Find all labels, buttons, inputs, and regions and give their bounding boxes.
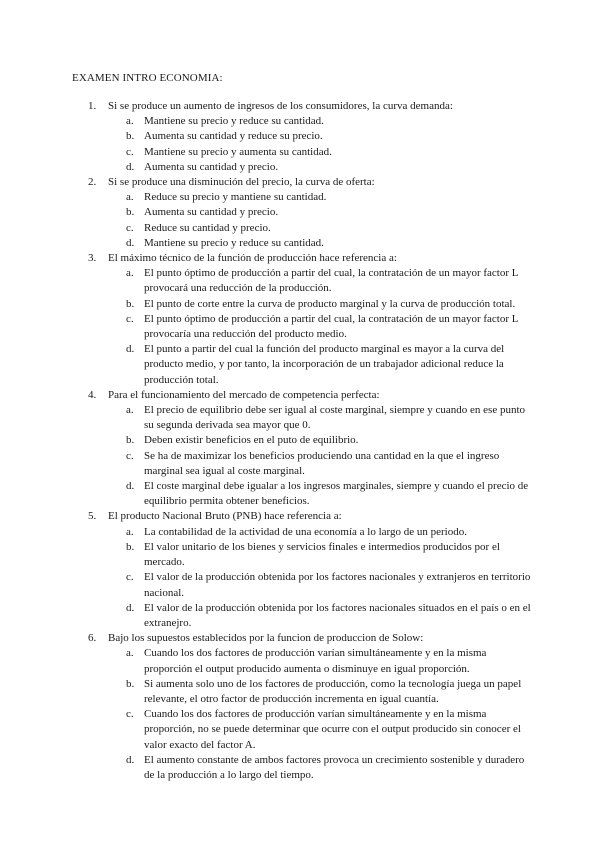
option-letter: b. (126, 206, 135, 219)
option-item (72, 145, 532, 160)
option-text: Aumenta su cantidad y reduce su precio. (144, 130, 323, 143)
question-text: Bajo los supuestos establecidos por la funcion de produccion de Solow: (108, 632, 424, 645)
option-item (72, 403, 532, 433)
option-list (72, 403, 532, 509)
option-text: El punto óptimo de producción a partir del cual, la contratación de un mayor factor L provocará una reducción de la producción. (144, 267, 519, 295)
option-text: El aumento constante de ambos factores provoca un crecimiento sostenible y duradero de la producción a lo largo del tiempo. (144, 753, 525, 781)
option-text: El precio de equilibrio debe ser igual al coste marginal, siempre y cuando en ese punto su segunda derivada sea mayor que 0. (144, 404, 526, 432)
option-list (72, 266, 532, 388)
option-item (72, 129, 532, 144)
option-item (72, 221, 532, 236)
option-text: Reduce su cantidad y precio. (144, 221, 271, 234)
option-item (72, 525, 532, 540)
option-item (72, 236, 532, 251)
option-text: El valor de la producción obtenida por los factores nacionales situados en el país o en el extranejro. (144, 601, 531, 629)
option-list (72, 646, 532, 783)
option-item (72, 646, 532, 676)
option-text: El valor de la producción obtenida por los factores nacionales y extranjeros en territorio nacional. (144, 571, 531, 599)
option-item (72, 114, 532, 129)
question-number: 5. (88, 510, 97, 523)
option-letter: d. (126, 480, 135, 493)
option-text: Mantiene su precio y reduce su cantidad. (144, 236, 324, 249)
option-letter: c. (126, 221, 134, 234)
option-text: Aumenta su cantidad y precio. (144, 206, 279, 219)
option-text: Aumenta su cantidad y precio. (144, 160, 279, 173)
option-item (72, 753, 532, 783)
question-item (72, 99, 532, 175)
question-number: 1. (88, 100, 97, 112)
option-text: La contabilidad de la actividad de una economía a lo largo de un periodo. (144, 525, 467, 538)
option-letter: b. (126, 677, 135, 690)
option-letter: a. (126, 267, 134, 280)
question-text: Para el funcionamiento del mercado de competencia perfecta: (108, 388, 380, 401)
option-text: Mantiene su precio y aumenta su cantidad. (144, 145, 332, 158)
question-text: El producto Nacional Bruto (PNB) hace referencia a: (108, 510, 342, 523)
option-letter: b. (126, 434, 135, 447)
option-item (72, 479, 532, 509)
question-text: Si se produce una disminución del precio, la curva de oferta: (108, 176, 375, 189)
option-item (72, 297, 532, 312)
question-text: El máximo técnico de la función de producción hace referencia a: (108, 252, 397, 265)
option-item (72, 449, 532, 479)
question-text: Si se produce un aumento de ingresos de los consumidores, la curva demanda: (108, 100, 453, 112)
option-letter: c. (126, 449, 134, 462)
question-item (72, 388, 532, 510)
option-letter: c. (126, 708, 134, 721)
question-number: 4. (88, 388, 97, 401)
option-letter: d. (126, 753, 135, 766)
option-letter: b. (126, 297, 135, 310)
option-letter: a. (126, 115, 134, 128)
question-item (72, 509, 532, 631)
option-letter: d. (126, 343, 135, 356)
option-item (72, 570, 532, 600)
option-text: El valor unitario de los bienes y servicios finales e intermedios producidos por el mercado. (144, 540, 500, 569)
option-text: Reduce su precio y mantiene su cantidad. (144, 191, 327, 204)
option-letter: d. (126, 236, 135, 249)
question-item (72, 251, 532, 388)
option-letter: c. (126, 145, 134, 158)
question-number: 2. (88, 176, 97, 189)
option-letter: a. (126, 647, 134, 660)
option-item (72, 677, 532, 707)
question-item (72, 631, 532, 783)
option-text: Deben existir beneficios en el puto de equilibrio. (144, 434, 359, 447)
option-item (72, 707, 532, 753)
option-list (72, 525, 532, 631)
question-number: 3. (88, 252, 97, 265)
question-list (72, 99, 532, 783)
option-text: El punto de corte entre la curva de producto marginal y la curva de producción total. (144, 297, 516, 310)
option-item (72, 601, 532, 631)
option-text: Se ha de maximizar los beneficios produciendo una cantidad en la que el ingreso marginal sea igual al coste marginal. (144, 449, 500, 477)
option-letter: a. (126, 191, 134, 204)
option-text: Mantiene su precio y reduce su cantidad. (144, 115, 324, 128)
option-text: Cuando los dos factores de producción varían simultáneamente y en la misma proporción, no se puede determinar que ocurre con el output producido sin conocer el valor exacto del factor A. (144, 708, 521, 751)
option-text: Cuando los dos factores de producción varían simultáneamente y en la misma proporción el output producido aumenta o disminuye en igual proporción. (144, 647, 487, 675)
option-item (72, 342, 532, 388)
option-text: El coste marginal debe igualar a los ingresos marginales, siempre y cuando el precio de equilibrio permita obtener beneficios. (144, 480, 529, 508)
option-item (72, 540, 532, 570)
option-list (72, 114, 532, 175)
option-item (72, 205, 532, 220)
question-item (72, 175, 532, 251)
option-letter: a. (126, 404, 134, 417)
option-letter: c. (126, 312, 134, 325)
option-item (72, 190, 532, 205)
option-letter: b. (126, 540, 135, 553)
option-letter: d. (126, 160, 135, 173)
option-letter: b. (126, 130, 135, 143)
option-letter: d. (126, 601, 135, 614)
question-number: 6. (88, 632, 97, 645)
option-item (72, 312, 532, 342)
option-item (72, 266, 532, 296)
option-text: El punto óptimo de producción a partir del cual, la contratación de un mayor factor L provocaría una reducción del producto medio. (144, 312, 519, 341)
document-title: EXAMEN INTRO ECONOMIA: (72, 72, 223, 84)
option-text: Si aumenta solo uno de los factores de producción, como la tecnología juega un papel relevante, el otro factor de producción incrementa en igual cuantía. (144, 677, 522, 705)
option-item (72, 160, 532, 175)
option-letter: c. (126, 571, 134, 584)
option-letter: a. (126, 525, 134, 538)
option-list (72, 190, 532, 251)
option-item (72, 433, 532, 448)
option-text: El punto a partir del cual la función del producto marginal es mayor a la curva del producto medio, y por tanto, la incorporación de un trabajador adicional reduce la producción total. (144, 343, 505, 386)
